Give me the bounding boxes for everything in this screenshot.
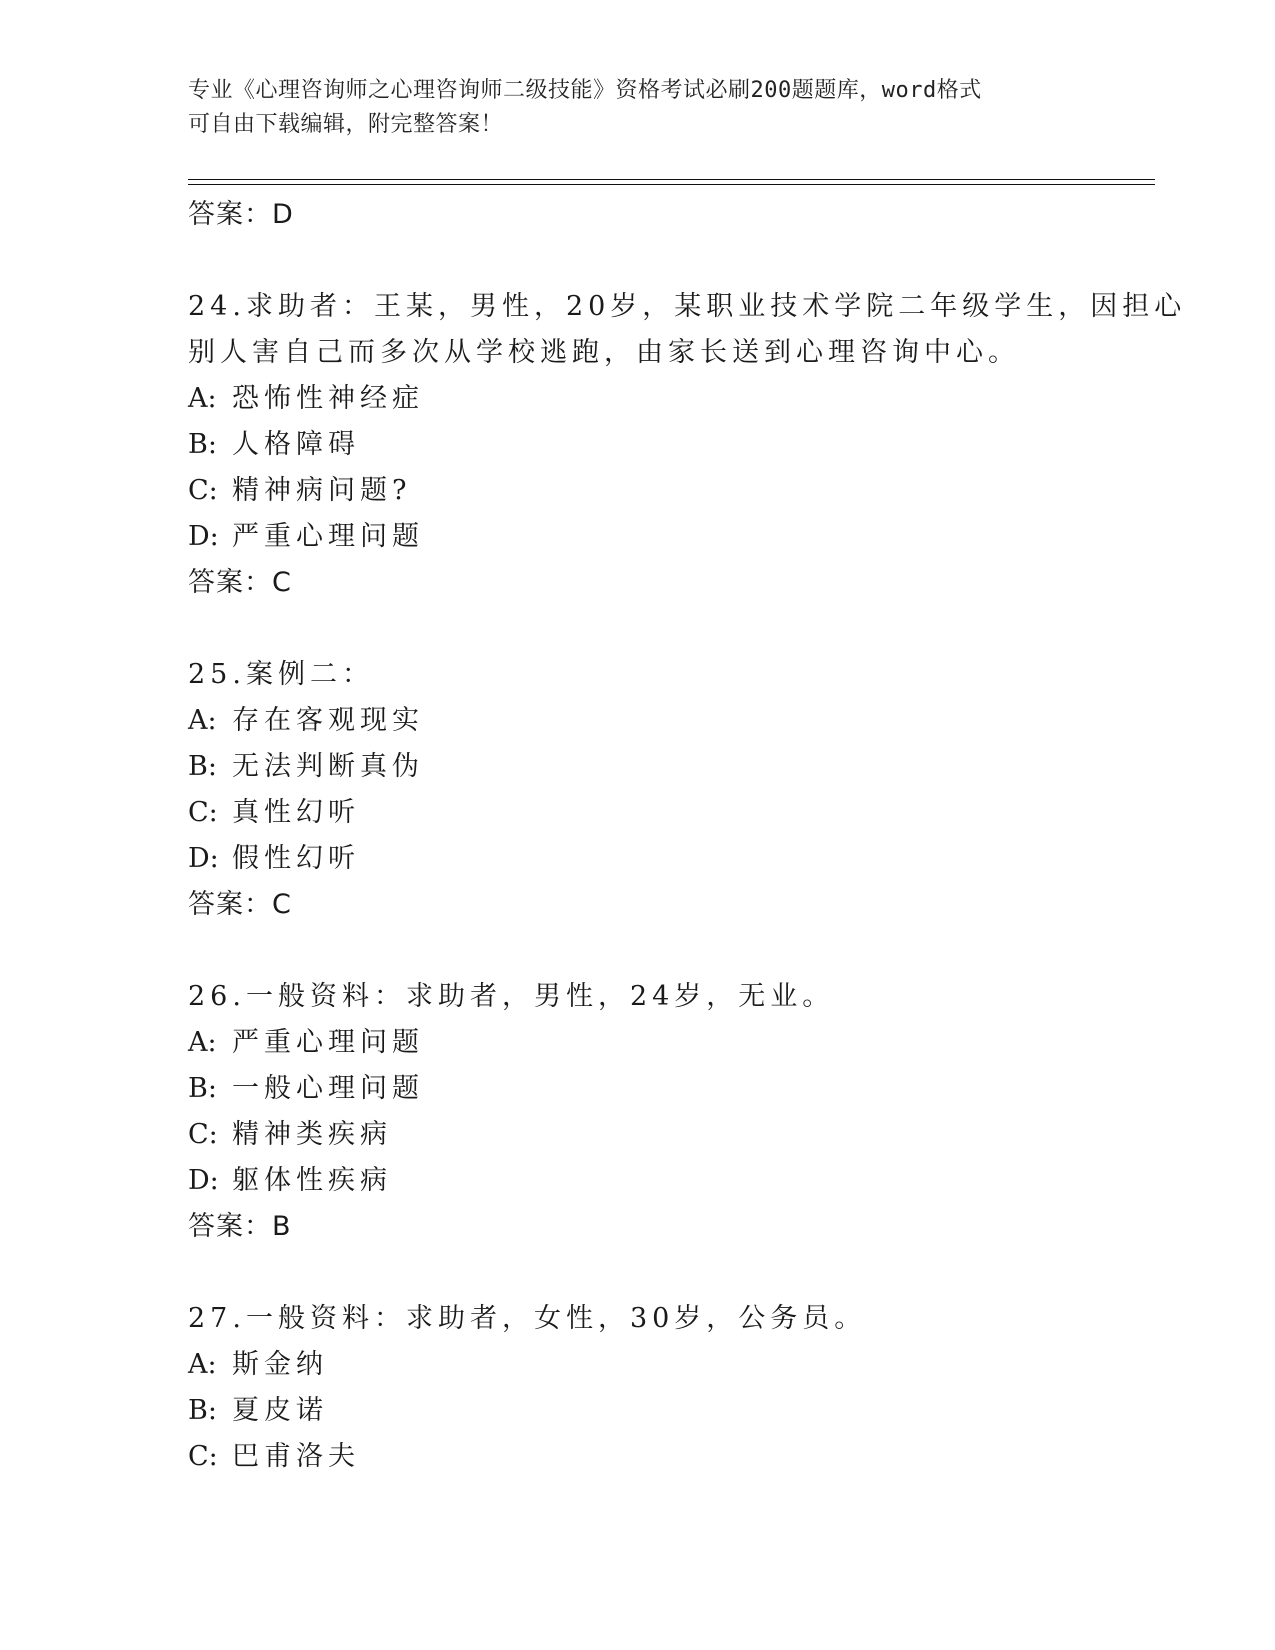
option-text: 巴甫洛夫	[232, 1441, 360, 1472]
option-a	[188, 1020, 1128, 1066]
option-text: 夏皮诺	[232, 1395, 328, 1426]
option-letter: C:	[188, 475, 218, 506]
option-d	[188, 514, 1128, 560]
option-text: 存在客观现实	[232, 705, 424, 736]
option-text: 假性幻听	[232, 843, 360, 874]
answer-line-prev: 答案：D	[188, 199, 294, 230]
option-a	[188, 1342, 1128, 1388]
option-text: 一般心理问题	[232, 1073, 424, 1104]
header-title-line-2: 可自由下载编辑，附完整答案！	[188, 112, 504, 137]
option-letter: C:	[188, 1119, 218, 1150]
option-text: 恐怖性神经症	[232, 383, 424, 414]
option-letter: B:	[188, 1395, 217, 1426]
question-25	[188, 652, 1128, 928]
answer-line: 答案：C	[188, 567, 292, 598]
answer-line: 答案：C	[188, 889, 292, 920]
question-stem-line: 26.一般资料：求助者，男性，24岁，无业。	[188, 981, 835, 1012]
option-c	[188, 790, 1128, 836]
header-title-line-1: 专业《心理咨询师之心理咨询师二级技能》资格考试必刷200题题库，word格式	[188, 78, 982, 103]
question-24	[188, 284, 1187, 606]
option-text: 严重心理问题	[232, 1027, 424, 1058]
question-stem-line: 24.求助者：王某，男性，20岁，某职业技术学院二年级学生，因担心	[188, 291, 1187, 322]
option-c	[188, 1112, 1128, 1158]
option-letter: B:	[188, 1073, 217, 1104]
option-c	[188, 1434, 1128, 1480]
question-list	[188, 192, 1187, 1480]
option-text: 斯金纳	[232, 1349, 328, 1380]
option-letter: B:	[188, 751, 217, 782]
question-stem-line: 别人害自己而多次从学校逃跑，由家长送到心理咨询中心。	[188, 337, 1020, 368]
option-letter: A:	[188, 1349, 217, 1380]
option-b	[188, 1066, 1128, 1112]
option-letter: D:	[188, 521, 219, 552]
option-letter: D:	[188, 1165, 219, 1196]
question-26	[188, 974, 1128, 1250]
option-text: 严重心理问题	[232, 521, 424, 552]
option-a	[188, 376, 1128, 422]
option-text: 真性幻听	[232, 797, 360, 828]
option-b	[188, 1388, 1128, 1434]
option-letter: A:	[188, 1027, 217, 1058]
option-b	[188, 744, 1128, 790]
option-c	[188, 468, 1128, 514]
option-text: 精神病问题?	[232, 475, 412, 506]
header-divider-top	[188, 179, 1155, 180]
option-d	[188, 836, 1128, 882]
option-d	[188, 1158, 1128, 1204]
answer-line: 答案：B	[188, 1211, 292, 1242]
option-b	[188, 422, 1128, 468]
option-text: 人格障碍	[232, 429, 360, 460]
question-stem-line: 27.一般资料：求助者，女性，30岁，公务员。	[188, 1303, 867, 1334]
option-letter: D:	[188, 843, 219, 874]
question-27	[188, 1296, 1128, 1480]
option-letter: A:	[188, 705, 217, 736]
option-letter: A:	[188, 383, 217, 414]
header-divider-bottom	[188, 184, 1155, 185]
question-stem-line: 25.案例二：	[188, 659, 374, 690]
option-text: 无法判断真伪	[232, 751, 424, 782]
option-text: 精神类疾病	[232, 1119, 392, 1150]
option-letter: C:	[188, 797, 218, 828]
option-letter: B:	[188, 429, 217, 460]
option-text: 躯体性疾病	[232, 1165, 392, 1196]
option-a	[188, 698, 1128, 744]
option-letter: C:	[188, 1441, 218, 1472]
document-header	[188, 74, 1088, 142]
